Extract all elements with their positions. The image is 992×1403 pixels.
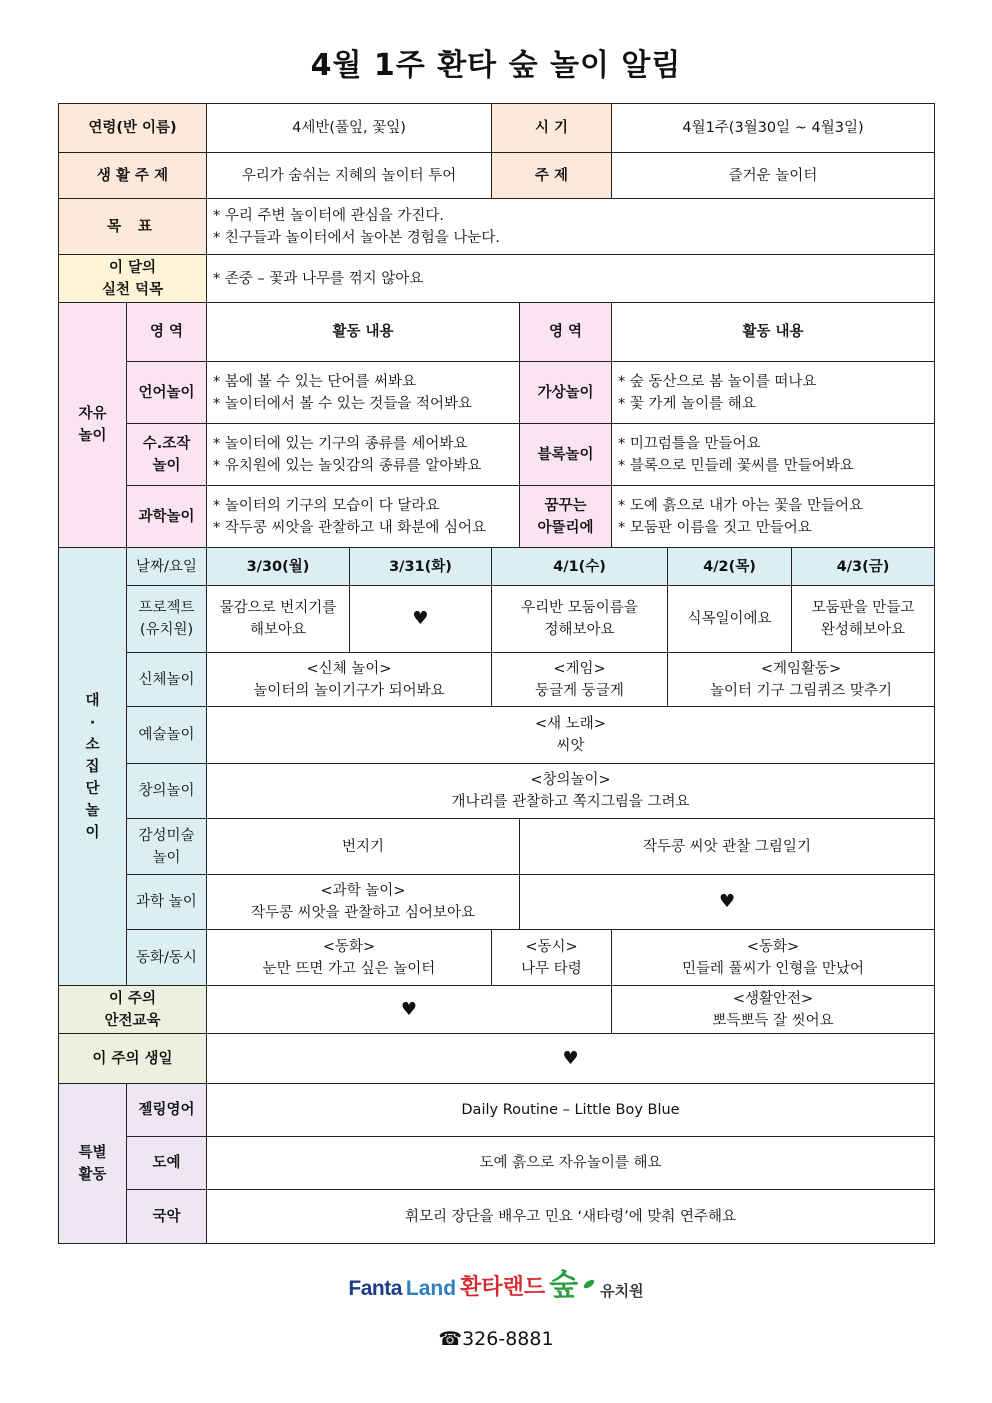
virtue-value: * 존중 – 꽃과 나무를 꺾지 않아요 [207, 255, 935, 303]
emotion-art-label: 감성미술 놀이 [127, 819, 207, 875]
body-play-c: <게임활동> 놀이터 기구 그림퀴즈 맞추기 [668, 653, 935, 707]
logo-hwantarand: 환타랜드 [460, 1275, 546, 1300]
date-header: 날짜/요일 [127, 548, 207, 586]
phone-number: ☎326-8881 [438, 1328, 554, 1350]
safety-label: 이 주의 안전교육 [59, 986, 207, 1034]
logo-sup: 숲 [549, 1268, 579, 1303]
area-block: 블록놀이 [520, 424, 612, 486]
body-play-label: 신체놀이 [127, 653, 207, 707]
project-label: 프로젝트 (유치원) [127, 586, 207, 653]
project-fri: 모둠판을 만들고 완성해보아요 [792, 586, 935, 653]
content-header: 활동 내용 [207, 303, 520, 362]
date-cell: 3/31(화) [350, 548, 492, 586]
area-math: 수.조작 놀이 [127, 424, 207, 486]
special-row-label: 젤링영어 [127, 1084, 207, 1137]
special-row-value: 휘모리 장단을 배우고 민요 ‘새타령’에 맞춰 연주해요 [207, 1190, 935, 1244]
logo-land: Land [405, 1277, 457, 1300]
heart-icon: ♥ [350, 586, 492, 653]
goal-label: 목 표 [59, 199, 207, 255]
date-cell: 4/1(수) [492, 548, 668, 586]
area-science: 과학놀이 [127, 486, 207, 548]
area-pretend: 가상놀이 [520, 362, 612, 424]
life-theme-label: 생 활 주 제 [59, 153, 207, 199]
theme-label: 주 제 [492, 153, 612, 199]
theme-value: 즐거운 놀이터 [612, 153, 935, 199]
kindergarten-logo [0, 1270, 992, 1301]
leaf-icon [582, 1277, 596, 1291]
body-play-a: <신체 놀이> 놀이터의 놀이기구가 되어봐요 [207, 653, 492, 707]
area-block-content: * 미끄럼틀을 만들어요 * 블록으로 민들레 꽃씨를 만들어봐요 [612, 424, 935, 486]
project-thu: 식목일이에요 [668, 586, 792, 653]
virtue-label: 이 달의 실천 덕목 [59, 255, 207, 303]
area-language-content: * 봄에 볼 수 있는 단어를 써봐요 * 놀이터에서 볼 수 있는 것들을 적어봐요 [207, 362, 520, 424]
life-theme-value: 우리가 숨쉬는 지혜의 놀이터 투어 [207, 153, 492, 199]
art-play-content: <새 노래> 씨앗 [207, 707, 935, 764]
area-science-content: * 놀이터의 기구의 모습이 다 달라요 * 작두콩 씨앗을 관찰하고 내 화분에 심어요 [207, 486, 520, 548]
area-language: 언어놀이 [127, 362, 207, 424]
area-header: 영 역 [520, 303, 612, 362]
age-value: 4세반(풀잎, 꽃잎) [207, 104, 492, 153]
special-row-label: 도예 [127, 1137, 207, 1190]
free-play-label: 자유 놀이 [59, 303, 127, 548]
body-play-b: <게임> 둥글게 둥글게 [492, 653, 668, 707]
date-cell: 3/30(월) [207, 548, 350, 586]
age-label: 연령(반 이름) [59, 104, 207, 153]
heart-icon: ♥ [207, 986, 612, 1034]
special-row-label: 국악 [127, 1190, 207, 1244]
creative-play-label: 창의놀이 [127, 764, 207, 819]
special-row-value: Daily Routine – Little Boy Blue [207, 1084, 935, 1137]
area-pretend-content: * 숲 동산으로 봄 놀이를 떠나요 * 꽃 가게 놀이를 해요 [612, 362, 935, 424]
area-atelier: 꿈꾸는 아뜰리에 [520, 486, 612, 548]
period-label: 시 기 [492, 104, 612, 153]
project-mon: 물감으로 번지기를 해보아요 [207, 586, 350, 653]
special-label: 특별 활동 [59, 1084, 127, 1244]
emotion-art-b: 작두콩 씨앗 관찰 그림일기 [520, 819, 935, 875]
heart-icon: ♥ [520, 875, 935, 930]
project-wed: 우리반 모둠이름을 정해보아요 [492, 586, 668, 653]
safety-b: <생활안전> 뽀득뽀득 잘 씻어요 [612, 986, 935, 1034]
story-b: <동시> 나무 타령 [492, 930, 612, 986]
period-value: 4월1주(3월30일 ~ 4월3일) [612, 104, 935, 153]
goal-line: * 우리 주변 놀이터에 관심을 가진다. [213, 207, 445, 224]
art-play-label: 예술놀이 [127, 707, 207, 764]
date-cell: 4/2(목) [668, 548, 792, 586]
science-play-label: 과학 놀이 [127, 875, 207, 930]
science-play-a: <과학 놀이> 작두콩 씨앗을 관찰하고 심어보아요 [207, 875, 520, 930]
area-math-content: * 놀이터에 있는 기구의 종류를 세어봐요 * 유치원에 있는 놀잇감의 종류를 알아봐요 [207, 424, 520, 486]
emotion-art-a: 번지기 [207, 819, 520, 875]
special-row-value: 도예 흙으로 자유놀이를 해요 [207, 1137, 935, 1190]
group-play-label: 대 · 소 집 단 놀 이 [59, 548, 127, 986]
area-atelier-content: * 도예 흙으로 내가 아는 꽃을 만들어요 * 모둠판 이름을 짓고 만들어요 [612, 486, 935, 548]
creative-play-content: <창의놀이> 개나리를 관찰하고 쪽지그림을 그려요 [207, 764, 935, 819]
weekly-plan-table [58, 103, 935, 1244]
birthday-label: 이 주의 생일 [59, 1034, 207, 1084]
heart-icon: ♥ [207, 1034, 935, 1084]
goal-value [207, 199, 935, 255]
content-header: 활동 내용 [612, 303, 935, 362]
story-label: 동화/동시 [127, 930, 207, 986]
page-title: 4월 1주 환타 숲 놀이 알림 [310, 48, 682, 83]
logo-kindergarten: 유치원 [600, 1282, 644, 1300]
story-a: <동화> 눈만 뜨면 가고 싶은 놀이터 [207, 930, 492, 986]
area-header: 영 역 [127, 303, 207, 362]
date-cell: 4/3(금) [792, 548, 935, 586]
goal-line: * 친구들과 놀이터에서 놀아본 경험을 나눈다. [213, 229, 501, 246]
logo-fanta: Fanta [348, 1277, 402, 1300]
story-c: <동화> 민들레 풀씨가 인형을 만났어 [612, 930, 935, 986]
